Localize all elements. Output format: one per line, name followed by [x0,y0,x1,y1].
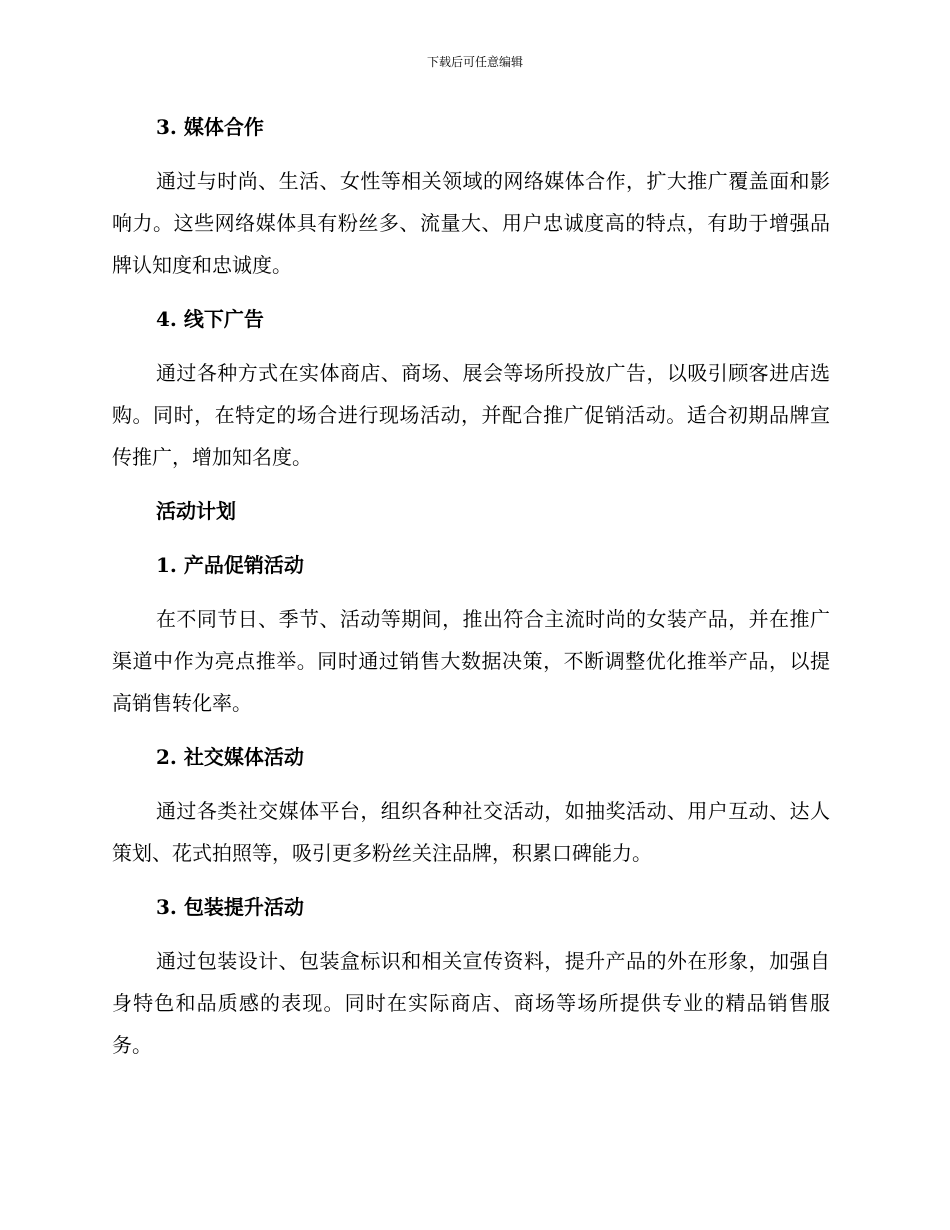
section-heading-product-promotion: 1. 产品促销活动 [156,553,304,577]
section-heading-social-media: 2. 社交媒体活动 [156,745,304,769]
header-note: 下载后可任意编辑 [426,55,523,69]
section-heading-activity-plan: 活动计划 [156,499,236,523]
section-heading-offline-ads: 4. 线下广告 [156,307,264,331]
section-paragraph-offline-ads: 通过各种方式在实体商店、商场、展会等场所投放广告，以吸引顾客进店选购。同时，在特定的场合进行现场活动，并配合推广促销活动。适合初期品牌宣传推广，增加知名度。 [112,361,830,469]
section-paragraph-packaging: 通过包装设计、包装盒标识和相关宣传资料，提升产品的外在形象，加强自身特色和品质感的表现。同时在实际商店、商场等场所提供专业的精品销售服务。 [112,949,830,1057]
section-heading-packaging: 3. 包装提升活动 [156,895,304,919]
document-body [112,106,830,1066]
section-paragraph-media-cooperation: 通过与时尚、生活、女性等相关领域的网络媒体合作，扩大推广覆盖面和影响力。这些网络媒体具有粉丝多、流量大、用户忠诚度高的特点，有助于增强品牌认知度和忠诚度。 [112,169,830,277]
section-heading-media-cooperation: 3. 媒体合作 [156,115,264,139]
section-paragraph-product-promotion: 在不同节日、季节、活动等期间，推出符合主流时尚的女装产品，并在推广渠道中作为亮点推举。同时通过销售大数据决策，不断调整优化推举产品，以提高销售转化率。 [112,607,830,715]
section-paragraph-social-media: 通过各类社交媒体平台，组织各种社交活动，如抽奖活动、用户互动、达人策划、花式拍照等，吸引更多粉丝关注品牌，积累口碑能力。 [112,799,830,865]
